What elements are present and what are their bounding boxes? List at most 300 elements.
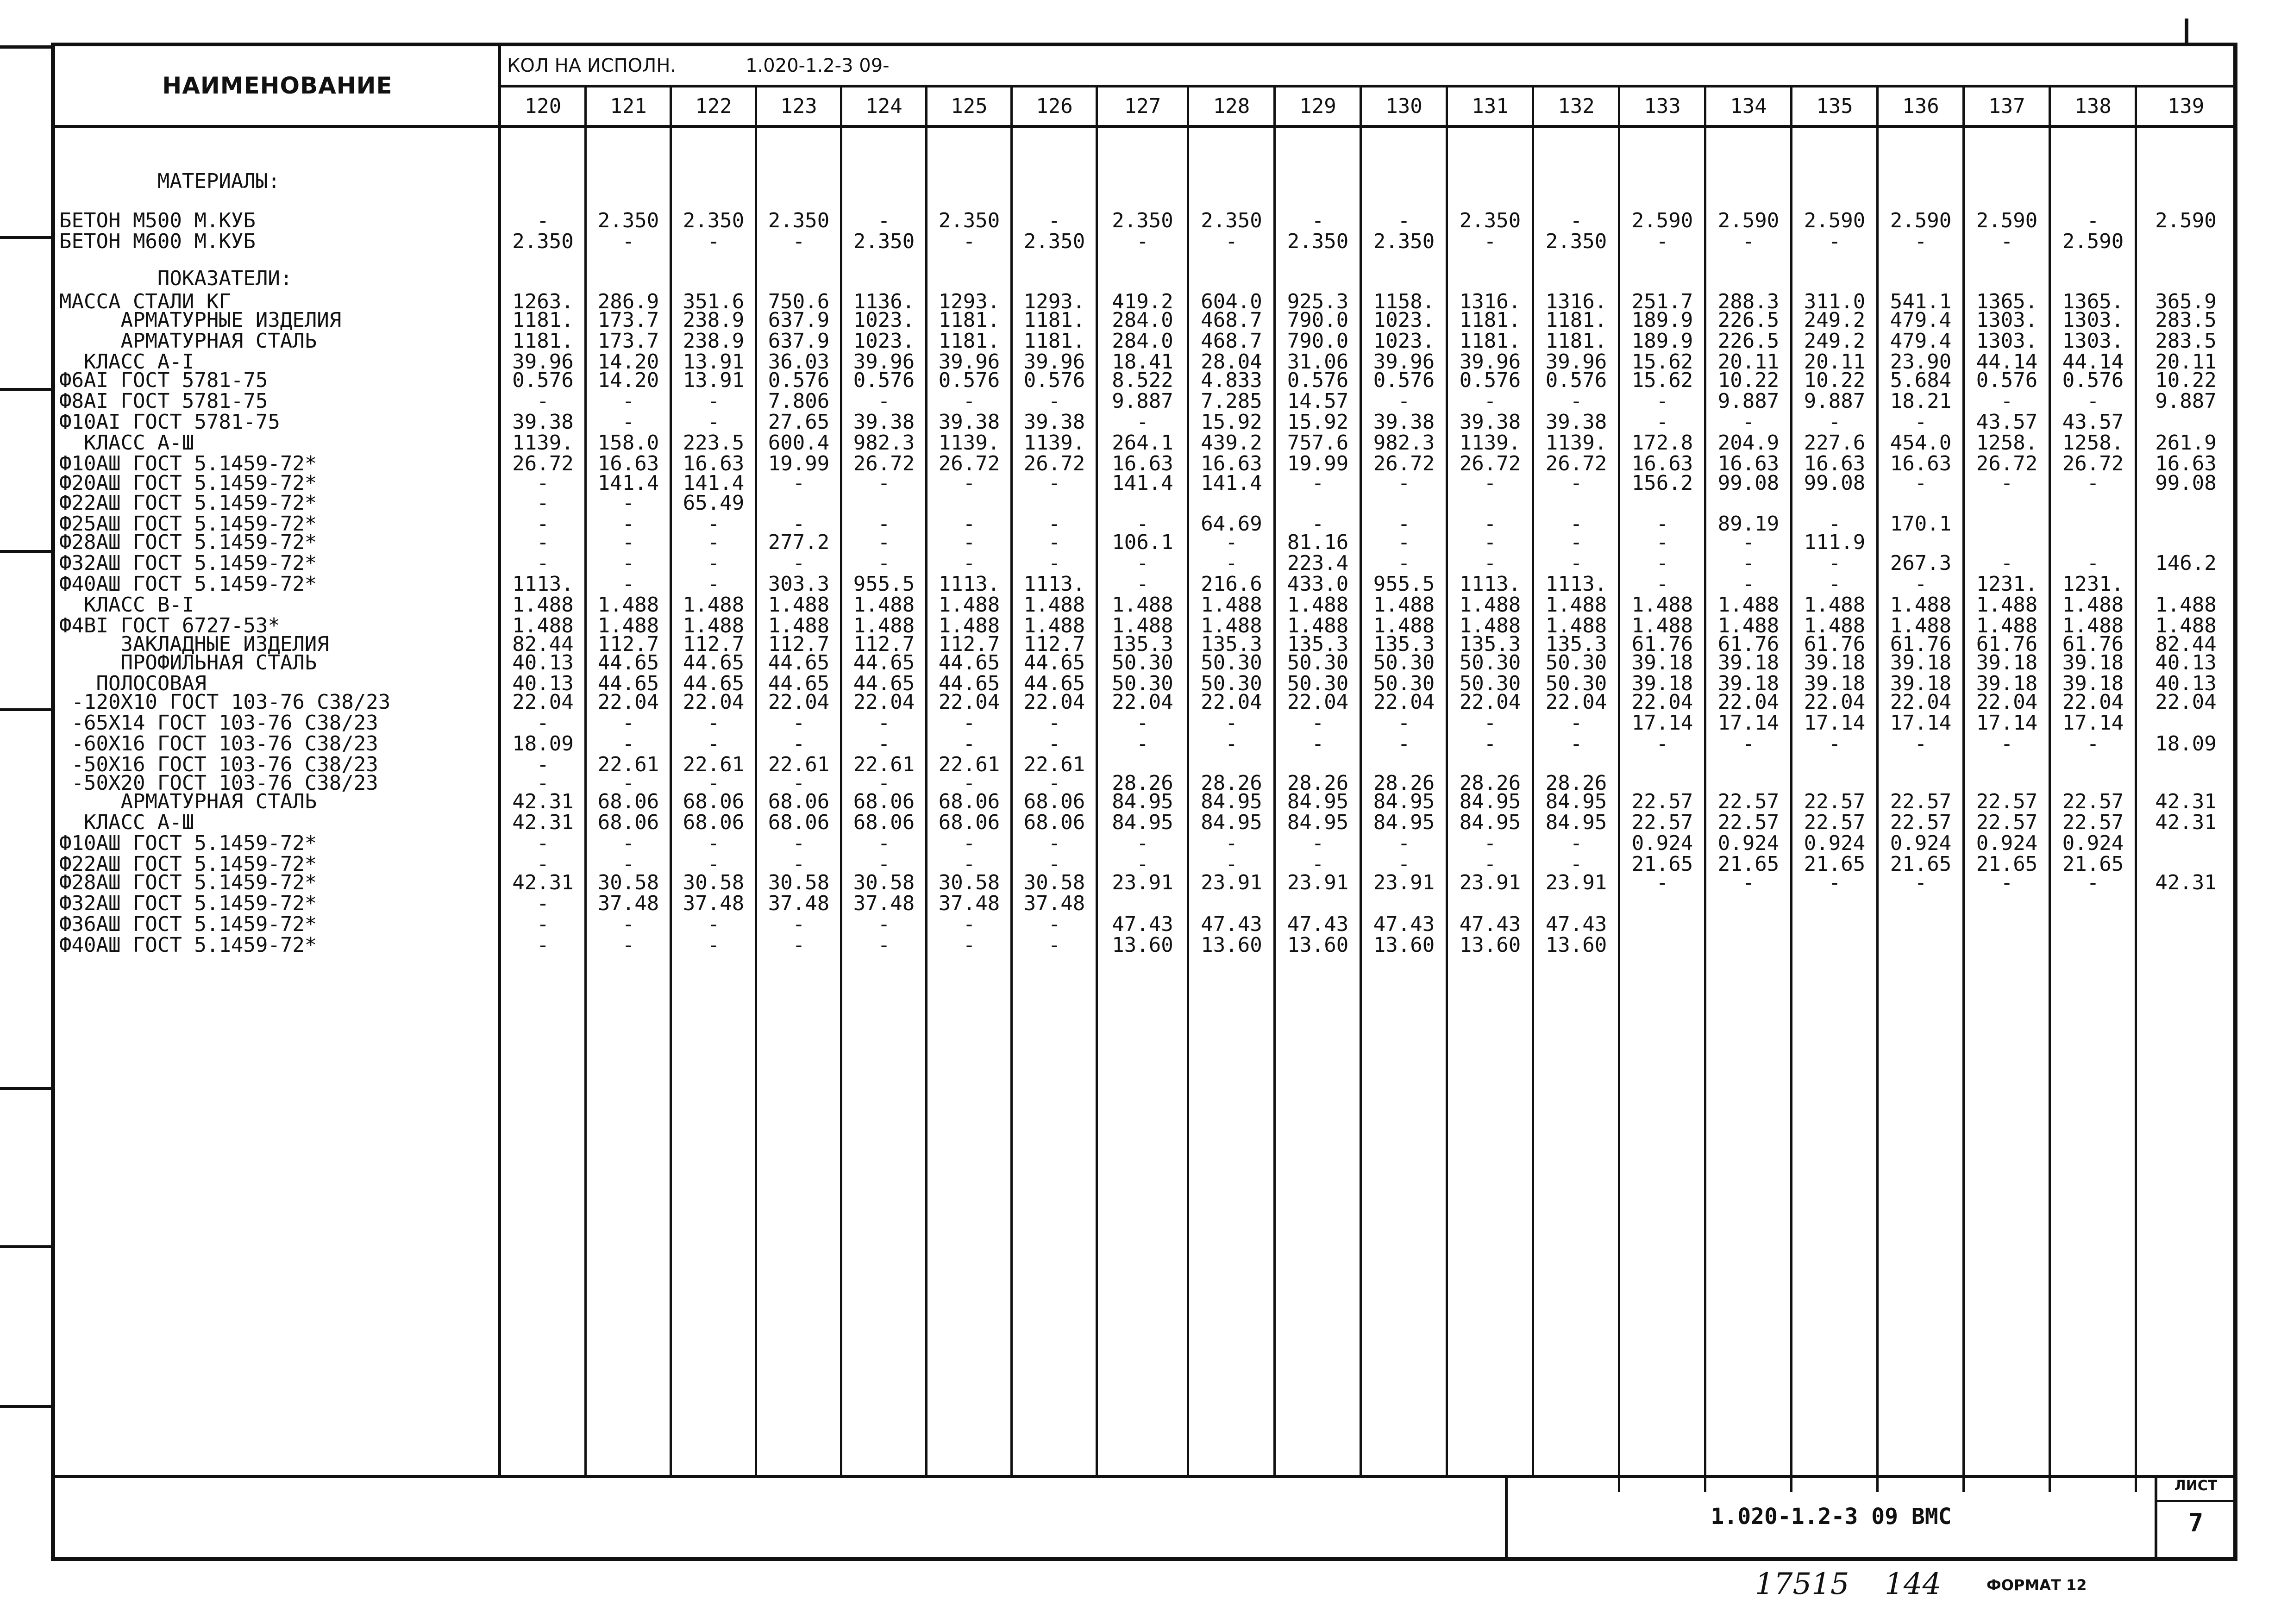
- table-cell: -: [1048, 711, 1061, 735]
- table-cell: -: [877, 831, 890, 855]
- row-label: Ф6АI ГОСТ 5781-75: [59, 369, 268, 392]
- table-cell: 44.65: [597, 651, 659, 675]
- table-cell: -: [1225, 852, 1238, 876]
- table-cell: 14.20: [597, 369, 659, 392]
- table-cell: -: [1397, 471, 1410, 495]
- table-cell: 433.0: [1287, 572, 1349, 596]
- table-cell: -: [1742, 531, 1755, 554]
- row-label: КЛАСС А-Ш: [59, 811, 194, 834]
- table-cell: 2.350: [1459, 209, 1521, 232]
- table-cell: -: [1311, 711, 1324, 735]
- table-cell: 42.31: [2155, 811, 2217, 834]
- table-cell: 26.72: [1373, 452, 1435, 475]
- table-cell: 1316.: [1459, 290, 1521, 313]
- row-label: -120Х10 ГОСТ 103-76 С38/23: [59, 690, 391, 714]
- column-number-123: 123: [780, 94, 817, 118]
- table-cell: 146.2: [2155, 551, 2217, 575]
- table-cell: 1.488: [1717, 593, 1780, 617]
- table-cell: 50.30: [1459, 651, 1521, 675]
- table-cell: 47.43: [1201, 912, 1262, 936]
- table-cell: 790.0: [1287, 329, 1349, 353]
- row-label: Ф40АШ ГОСТ 5.1459-72*: [59, 572, 317, 596]
- table-cell: -: [1742, 410, 1755, 434]
- table-cell: 2.590: [2155, 209, 2217, 232]
- table-cell: 16.63: [2155, 452, 2217, 475]
- table-cell: -: [2087, 871, 2099, 894]
- row-label: Ф28АШ ГОСТ 5.1459-72*: [59, 871, 317, 894]
- table-cell: 26.72: [1023, 452, 1085, 475]
- table-cell: 68.06: [938, 811, 1000, 834]
- table-cell: 18.41: [1112, 350, 1173, 374]
- table-cell: 39.38: [938, 410, 1000, 434]
- table-cell: 9.887: [1804, 389, 1866, 413]
- table-cell: 13.60: [1112, 933, 1173, 957]
- table-cell: 13.60: [1459, 933, 1521, 957]
- table-cell: 39.18: [1976, 651, 2038, 675]
- table-cell: 22.57: [1717, 790, 1780, 813]
- table-cell: 1.488: [597, 593, 659, 617]
- row-label: Ф22АШ ГОСТ 5.1459-72*: [59, 491, 317, 515]
- table-cell: -: [2000, 551, 2013, 575]
- table-cell: -: [792, 732, 805, 756]
- table-cell: 9.887: [1112, 389, 1173, 413]
- column-number-121: 121: [610, 94, 647, 118]
- table-cell: 17.14: [1631, 711, 1693, 735]
- row-label: Ф40АШ ГОСТ 5.1459-72*: [59, 933, 317, 957]
- table-cell: 16.63: [1201, 452, 1262, 475]
- table-cell: -: [1570, 711, 1583, 735]
- table-cell: 112.7: [938, 632, 1000, 656]
- stamp-sheet-line: [2156, 1500, 2236, 1502]
- table-cell: 22.57: [2062, 811, 2124, 834]
- table-cell: -: [707, 831, 720, 855]
- table-cell: 158.0: [597, 431, 659, 455]
- table-cell: -: [537, 389, 549, 413]
- table-cell: 18.09: [512, 732, 574, 756]
- table-cell: 0.576: [853, 369, 915, 392]
- table-cell: -: [1397, 831, 1410, 855]
- table-cell: -: [1311, 512, 1324, 536]
- table-cell: -: [1397, 551, 1410, 575]
- table-cell: 39.96: [853, 350, 915, 374]
- table-cell: -: [1311, 209, 1324, 232]
- binding-margin-line: [0, 45, 51, 49]
- table-cell: 189.9: [1631, 308, 1693, 332]
- table-cell: 419.2: [1112, 290, 1173, 313]
- table-cell: 50.30: [1287, 672, 1349, 695]
- table-cell: -: [537, 512, 549, 536]
- name-column-title: НАИМЕНОВАНИЕ: [162, 72, 393, 99]
- row-label: Ф28АШ ГОСТ 5.1459-72*: [59, 531, 317, 554]
- table-cell: -: [2000, 732, 2013, 756]
- table-cell: -: [1742, 871, 1755, 894]
- column-number-132: 132: [1558, 94, 1595, 118]
- table-cell: 1.488: [1201, 593, 1262, 617]
- table-cell: -: [963, 551, 976, 575]
- table-cell: 1.488: [1631, 593, 1693, 617]
- table-cell: 22.04: [768, 690, 830, 714]
- table-cell: 22.57: [1717, 811, 1780, 834]
- table-cell: -: [2000, 471, 2013, 495]
- table-cell: -: [1484, 512, 1497, 536]
- table-cell: 22.04: [1717, 690, 1780, 714]
- table-cell: 68.06: [853, 790, 915, 813]
- table-cell: 17.14: [1804, 711, 1866, 735]
- table-cell: 21.65: [1717, 852, 1780, 876]
- table-cell: 1.488: [1201, 614, 1262, 637]
- table-cell: -: [1656, 572, 1669, 596]
- column-number-137: 137: [1988, 94, 2025, 118]
- table-cell: -: [1484, 852, 1497, 876]
- table-cell: 68.06: [597, 790, 659, 813]
- table-cell: -: [1311, 471, 1324, 495]
- table-cell: 22.57: [1890, 811, 1952, 834]
- handwritten-page-number: 144: [1885, 1567, 1942, 1601]
- table-cell: -: [1828, 871, 1841, 894]
- table-cell: 5.684: [1890, 369, 1952, 392]
- table-cell: 22.57: [1976, 790, 2038, 813]
- table-cell: 0.576: [1287, 369, 1349, 392]
- table-cell: 22.04: [1287, 690, 1349, 714]
- table-cell: 37.48: [1023, 892, 1085, 915]
- table-cell: 0.924: [1804, 831, 1866, 855]
- table-cell: 44.65: [938, 672, 1000, 695]
- table-cell: -: [963, 732, 976, 756]
- table-cell: -: [877, 389, 890, 413]
- table-cell: 39.38: [853, 410, 915, 434]
- table-cell: 28.26: [1201, 771, 1262, 795]
- table-cell: 50.30: [1373, 651, 1435, 675]
- column-number-135: 135: [1816, 94, 1853, 118]
- table-cell: 23.91: [1373, 871, 1435, 894]
- table-cell: -: [1397, 711, 1410, 735]
- table-cell: 82.44: [512, 632, 574, 656]
- table-cell: 2.350: [512, 230, 574, 253]
- table-cell: -: [537, 933, 549, 957]
- table-cell: -: [537, 551, 549, 575]
- table-cell: -: [707, 410, 720, 434]
- table-cell: -: [1484, 732, 1497, 756]
- table-cell: 84.95: [1459, 790, 1521, 813]
- table-cell: -: [707, 230, 720, 253]
- table-cell: 468.7: [1201, 308, 1262, 332]
- row-label: ПРОФИЛЬНАЯ СТАЛЬ: [59, 651, 317, 675]
- table-cell: -: [1656, 230, 1669, 253]
- table-cell: 0.924: [1976, 831, 2038, 855]
- table-cell: 0.576: [1459, 369, 1521, 392]
- table-cell: 1.488: [683, 593, 745, 617]
- table-cell: 2.590: [1804, 209, 1866, 232]
- table-cell: -: [1570, 209, 1583, 232]
- table-cell: -: [1828, 551, 1841, 575]
- table-cell: -: [1914, 230, 1927, 253]
- table-cell: 22.04: [1023, 690, 1085, 714]
- table-cell: -: [963, 771, 976, 795]
- table-cell: 16.63: [1804, 452, 1866, 475]
- margin-tick: [0, 388, 52, 391]
- table-cell: -: [1136, 711, 1149, 735]
- table-cell: 14.57: [1287, 389, 1349, 413]
- table-cell: 44.65: [938, 651, 1000, 675]
- table-cell: 47.43: [1459, 912, 1521, 936]
- table-cell: 1.488: [1287, 614, 1349, 637]
- table-cell: -: [963, 933, 976, 957]
- table-cell: 1139.: [938, 431, 1000, 455]
- table-cell: 223.5: [683, 431, 745, 455]
- column-number-131: 131: [1472, 94, 1509, 118]
- table-cell: 1.488: [938, 593, 1000, 617]
- table-cell: 223.4: [1287, 551, 1349, 575]
- column-number-128: 128: [1213, 94, 1250, 118]
- table-cell: 277.2: [768, 531, 830, 554]
- table-cell: -: [1048, 512, 1061, 536]
- table-cell: -: [1225, 711, 1238, 735]
- table-cell: 22.57: [1890, 790, 1952, 813]
- table-cell: 982.3: [1373, 431, 1435, 455]
- table-cell: 454.0: [1890, 431, 1952, 455]
- table-cell: 1113.: [512, 572, 574, 596]
- table-cell: -: [877, 209, 890, 232]
- table-cell: 1.488: [768, 593, 830, 617]
- table-cell: -: [1828, 230, 1841, 253]
- table-cell: -: [877, 711, 890, 735]
- table-cell: 26.72: [1459, 452, 1521, 475]
- table-cell: -: [707, 572, 720, 596]
- table-cell: 1139.: [512, 431, 574, 455]
- table-cell: 39.18: [1717, 672, 1780, 695]
- table-cell: -: [1048, 831, 1061, 855]
- table-cell: 40.13: [2155, 672, 2217, 695]
- table-cell: 8.522: [1112, 369, 1173, 392]
- table-cell: 1258.: [2062, 431, 2124, 455]
- table-cell: 637.9: [768, 308, 830, 332]
- row-label: БЕТОН М600 М.КУБ: [59, 230, 256, 253]
- table-cell: -: [1742, 551, 1755, 575]
- table-cell: -: [792, 912, 805, 936]
- table-cell: 288.3: [1717, 290, 1780, 313]
- table-cell: 47.43: [1545, 912, 1607, 936]
- table-cell: 39.96: [938, 350, 1000, 374]
- table-cell: 44.65: [683, 672, 745, 695]
- table-cell: -: [1136, 831, 1149, 855]
- table-cell: 2.590: [1717, 209, 1780, 232]
- column-number-125: 125: [951, 94, 988, 118]
- row-label: Ф32АШ ГОСТ 5.1459-72*: [59, 892, 317, 915]
- table-cell: 1158.: [1373, 290, 1435, 313]
- table-cell: 30.58: [853, 871, 915, 894]
- table-cell: -: [1742, 732, 1755, 756]
- table-cell: -: [1048, 771, 1061, 795]
- table-cell: 1.488: [1023, 614, 1085, 637]
- table-cell: -: [1048, 209, 1061, 232]
- table-cell: -: [622, 491, 635, 515]
- table-cell: 365.9: [2155, 290, 2217, 313]
- table-cell: 16.63: [1112, 452, 1173, 475]
- table-cell: 22.61: [768, 753, 830, 776]
- table-cell: -: [1828, 572, 1841, 596]
- table-cell: 750.6: [768, 290, 830, 313]
- table-cell: 249.2: [1804, 329, 1866, 353]
- table-cell: 0.576: [2062, 369, 2124, 392]
- table-cell: -: [1656, 732, 1669, 756]
- table-cell: -: [537, 771, 549, 795]
- table-cell: 216.6: [1201, 572, 1262, 596]
- table-cell: 13.91: [683, 369, 745, 392]
- table-cell: 955.5: [853, 572, 915, 596]
- table-cell: -: [707, 732, 720, 756]
- table-cell: 16.63: [683, 452, 745, 475]
- table-cell: 50.30: [1373, 672, 1435, 695]
- table-cell: -: [1570, 732, 1583, 756]
- table-cell: 68.06: [853, 811, 915, 834]
- table-cell: -: [707, 933, 720, 957]
- table-cell: -: [2087, 732, 2099, 756]
- table-cell: 790.0: [1287, 308, 1349, 332]
- table-cell: 28.04: [1201, 350, 1262, 374]
- table-cell: 44.65: [853, 672, 915, 695]
- table-cell: 15.92: [1287, 410, 1349, 434]
- table-cell: -: [2087, 209, 2099, 232]
- table-cell: 1293.: [1023, 290, 1085, 313]
- table-cell: 20.11: [1717, 350, 1780, 374]
- table-cell: -: [1136, 512, 1149, 536]
- table-cell: -: [963, 389, 976, 413]
- table-cell: -: [792, 230, 805, 253]
- table-cell: 1.488: [1717, 614, 1780, 637]
- table-cell: 39.38: [1459, 410, 1521, 434]
- table-cell: 173.7: [597, 329, 659, 353]
- table-cell: 135.3: [1545, 632, 1607, 656]
- table-cell: -: [707, 912, 720, 936]
- table-cell: 1.488: [1890, 593, 1952, 617]
- table-cell: 249.2: [1804, 308, 1866, 332]
- table-cell: 39.38: [1023, 410, 1085, 434]
- table-cell: 955.5: [1373, 572, 1435, 596]
- table-cell: 1.488: [1023, 593, 1085, 617]
- row-label: Ф20АШ ГОСТ 5.1459-72*: [59, 471, 317, 495]
- table-cell: -: [1225, 531, 1238, 554]
- row-label: -60Х16 ГОСТ 103-76 С38/23: [59, 732, 378, 756]
- table-cell: 172.8: [1631, 431, 1693, 455]
- table-cell: 1258.: [1976, 431, 2038, 455]
- column-number-130: 130: [1385, 94, 1422, 118]
- table-cell: -: [1656, 531, 1669, 554]
- row-label: Ф36АШ ГОСТ 5.1459-72*: [59, 912, 317, 936]
- table-cell: 4.833: [1201, 369, 1262, 392]
- table-cell: 28.26: [1287, 771, 1349, 795]
- table-cell: 286.9: [597, 290, 659, 313]
- table-cell: 50.30: [1545, 672, 1607, 695]
- table-cell: 1181.: [512, 308, 574, 332]
- table-cell: -: [1914, 471, 1927, 495]
- row-label: -50Х16 ГОСТ 103-76 С38/23: [59, 753, 378, 776]
- column-number-126: 126: [1036, 94, 1073, 118]
- table-cell: 39.18: [2062, 672, 2124, 695]
- table-cell: -: [1656, 551, 1669, 575]
- table-cell: -: [1570, 512, 1583, 536]
- table-cell: -: [1828, 410, 1841, 434]
- table-cell: 65.49: [683, 491, 745, 515]
- table-cell: -: [1828, 512, 1841, 536]
- table-cell: -: [622, 572, 635, 596]
- table-cell: 1181.: [1545, 329, 1607, 353]
- format-label: ФОРМАТ 12: [1986, 1576, 2087, 1594]
- table-cell: -: [1311, 831, 1324, 855]
- table-cell: 21.65: [1976, 852, 2038, 876]
- table-cell: 36.03: [768, 350, 830, 374]
- table-cell: 39.18: [1804, 672, 1866, 695]
- table-cell: 1181.: [1545, 308, 1607, 332]
- table-cell: 22.04: [1976, 690, 2038, 714]
- margin-tick: [0, 1245, 52, 1248]
- table-cell: 10.22: [1804, 369, 1866, 392]
- table-cell: 1.488: [1373, 593, 1435, 617]
- table-cell: 22.57: [1631, 790, 1693, 813]
- table-cell: -: [2087, 551, 2099, 575]
- table-cell: 68.06: [1023, 811, 1085, 834]
- table-cell: 26.72: [938, 452, 1000, 475]
- table-cell: 50.30: [1459, 672, 1521, 695]
- column-number-136: 136: [1902, 94, 1939, 118]
- table-cell: -: [877, 531, 890, 554]
- table-cell: -: [1136, 732, 1149, 756]
- table-cell: 1.488: [1545, 593, 1607, 617]
- margin-tick: [0, 236, 52, 239]
- table-cell: 227.6: [1804, 431, 1866, 455]
- table-cell: -: [963, 531, 976, 554]
- table-cell: 1.488: [1545, 614, 1607, 637]
- table-cell: 15.92: [1201, 410, 1262, 434]
- table-cell: 141.4: [597, 471, 659, 495]
- row-label: ЗАКЛАДНЫЕ ИЗДЕЛИЯ: [59, 632, 329, 656]
- table-cell: 1181.: [1023, 308, 1085, 332]
- table-cell: 22.57: [1804, 790, 1866, 813]
- series-code: 1.020-1.2-3 09-: [746, 55, 890, 76]
- table-cell: 604.0: [1201, 290, 1262, 313]
- table-cell: 1023.: [1373, 329, 1435, 353]
- table-cell: 89.19: [1717, 512, 1780, 536]
- table-cell: 0.576: [512, 369, 574, 392]
- table-cell: 50.30: [1112, 651, 1173, 675]
- table-cell: 50.30: [1545, 651, 1607, 675]
- row-label: КЛАСС А-Ш: [59, 431, 194, 455]
- row-label: АРМАТУРНАЯ СТАЛЬ: [59, 790, 317, 813]
- row-label: Ф8АI ГОСТ 5781-75: [59, 389, 268, 413]
- table-cell: 26.72: [853, 452, 915, 475]
- table-cell: -: [1225, 831, 1238, 855]
- table-cell: 39.18: [1890, 651, 1952, 675]
- table-cell: 42.31: [2155, 871, 2217, 894]
- table-cell: -: [1136, 230, 1149, 253]
- table-cell: -: [1914, 572, 1927, 596]
- table-cell: 1113.: [1459, 572, 1521, 596]
- table-cell: 22.04: [597, 690, 659, 714]
- table-cell: -: [537, 531, 549, 554]
- margin-tick: [0, 1405, 52, 1408]
- table-cell: -: [1914, 732, 1927, 756]
- table-cell: -: [707, 711, 720, 735]
- table-cell: 2.590: [1890, 209, 1952, 232]
- table-cell: 22.04: [1890, 690, 1952, 714]
- table-cell: -: [792, 852, 805, 876]
- table-cell: 39.96: [1023, 350, 1085, 374]
- table-cell: -: [707, 531, 720, 554]
- table-cell: 10.22: [1717, 369, 1780, 392]
- top-tick-mark: [2185, 19, 2188, 44]
- table-cell: 135.3: [1201, 632, 1262, 656]
- table-cell: -: [1656, 512, 1669, 536]
- table-cell: 170.1: [1890, 512, 1952, 536]
